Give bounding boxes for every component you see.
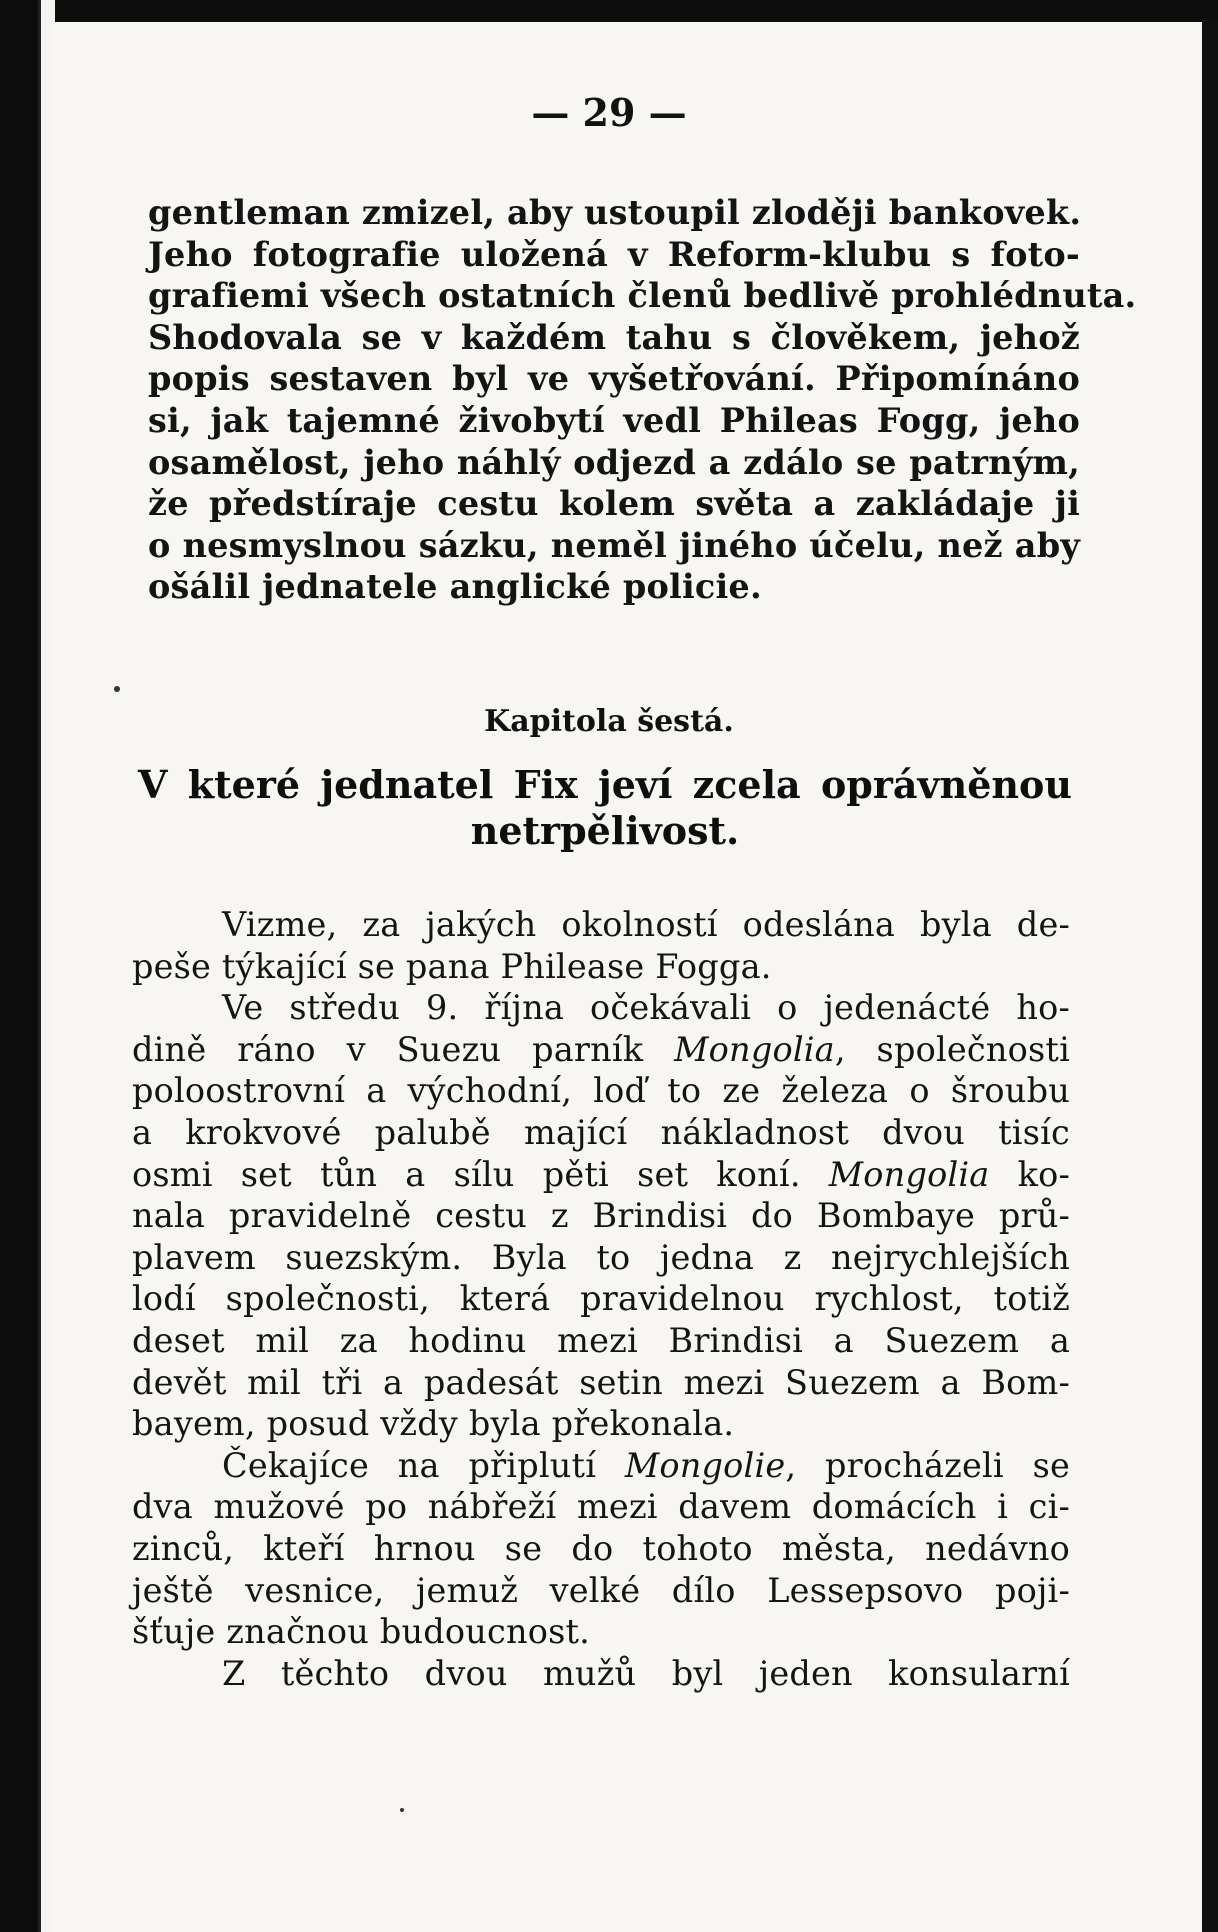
text-run: Čekajíce na připlutí: [222, 1445, 597, 1485]
text-line: [132, 1029, 1070, 1071]
text-line: osamělost, jeho náhlý odjezd a zdálo se patrným,: [148, 442, 1080, 482]
text-line: Vizme, za jakých okolností odeslána byla de-: [222, 905, 1070, 944]
text-line: devět mil tři a padesát setin mezi Suezem a Bom-: [132, 1362, 1070, 1402]
text-line: Shodovala se v každém tahu s člověkem, jehož: [148, 317, 1080, 357]
text-line: Ve středu 9. října očekávali o jedenácté ho-: [222, 988, 1070, 1028]
page-number: — 29 —: [531, 90, 687, 135]
text-line: ještě vesnice, jemuž velké dílo Lessepsovo poji-: [132, 1570, 1070, 1610]
ship-name: Mongolie: [624, 1445, 786, 1485]
text-line: o nesmyslnou sázku, neměl jiného účelu, než aby: [148, 525, 1080, 565]
text-run: osmi set tůn a sílu pěti set koní.: [132, 1154, 801, 1194]
text-run: ko-: [989, 1154, 1070, 1194]
text-line: poloostrovní a východní, loď to ze železa o šroubu: [132, 1071, 1070, 1111]
text-run: , procházeli se: [785, 1445, 1070, 1485]
text-line: Z těchto dvou mužů byl jeden konsularní: [222, 1653, 1070, 1693]
chapter-title: [138, 762, 1072, 854]
text-line: šťuje značnou budoucnost.: [132, 1612, 591, 1652]
text-run: , společnosti: [834, 1029, 1070, 1069]
text-line: grafiemi všech ostatních členů bedlivě prohlédnuta.: [148, 276, 1137, 316]
text-line: bayem, posud vždy byla překonala.: [132, 1404, 735, 1444]
text-line: plavem suezským. Byla to jedna z nejrychlejších: [132, 1237, 1070, 1277]
text-line: nala pravidelně cestu z Brindisi do Bombaye prů-: [132, 1196, 1070, 1236]
scan-speck: [114, 686, 120, 692]
text-line: Jeho fotografie uložená v Reform-klubu s foto-: [148, 234, 1080, 274]
text-line: [132, 1445, 1070, 1487]
text-line: a krokvové palubě mající nákladnost dvou tisíc: [132, 1112, 1070, 1152]
text-line: deset mil za hodinu mezi Brindisi a Suezem a: [132, 1320, 1070, 1360]
text-line: gentleman zmizel, aby ustoupil zloději bankovek.: [148, 193, 1082, 232]
text-line: [132, 1154, 1070, 1196]
paragraph-1: [148, 192, 1137, 608]
text-line: dva mužové po nábřeží mezi davem domácích i ci-: [132, 1487, 1070, 1527]
text-line: ošálil jednatele anglické policie.: [148, 567, 762, 607]
text-line: popis sestaven byl ve vyšetřování. Připomínáno: [148, 359, 1080, 399]
paragraph-2: [132, 904, 1070, 1694]
chapter-title-line: netrpělivost.: [470, 808, 740, 853]
text-line: že předstíraje cestu kolem světa a zakládaje ji: [148, 484, 1080, 524]
ship-name: Mongolia: [674, 1029, 835, 1069]
text-line: peše týkající se pana Philease Fogga.: [132, 946, 772, 986]
chapter-title-line: V které jednatel Fix jeví zcela oprávněnou: [138, 762, 1072, 807]
text-line: zinců, kteří hrnou se do tohoto města, nedávno: [132, 1528, 1070, 1568]
text-run: dině ráno v Suezu parník: [132, 1029, 644, 1069]
page-right-edge: [1202, 20, 1218, 1932]
text-line: lodí společnosti, která pravidelnou rychlost, totiž: [132, 1279, 1070, 1319]
ship-name: Mongolia: [828, 1154, 990, 1194]
chapter-label: Kapitola šestá.: [484, 704, 734, 739]
scan-speck: [400, 1808, 404, 1812]
text-line: si, jak tajemné živobytí vedl Phileas Fogg, jeho: [148, 400, 1080, 440]
